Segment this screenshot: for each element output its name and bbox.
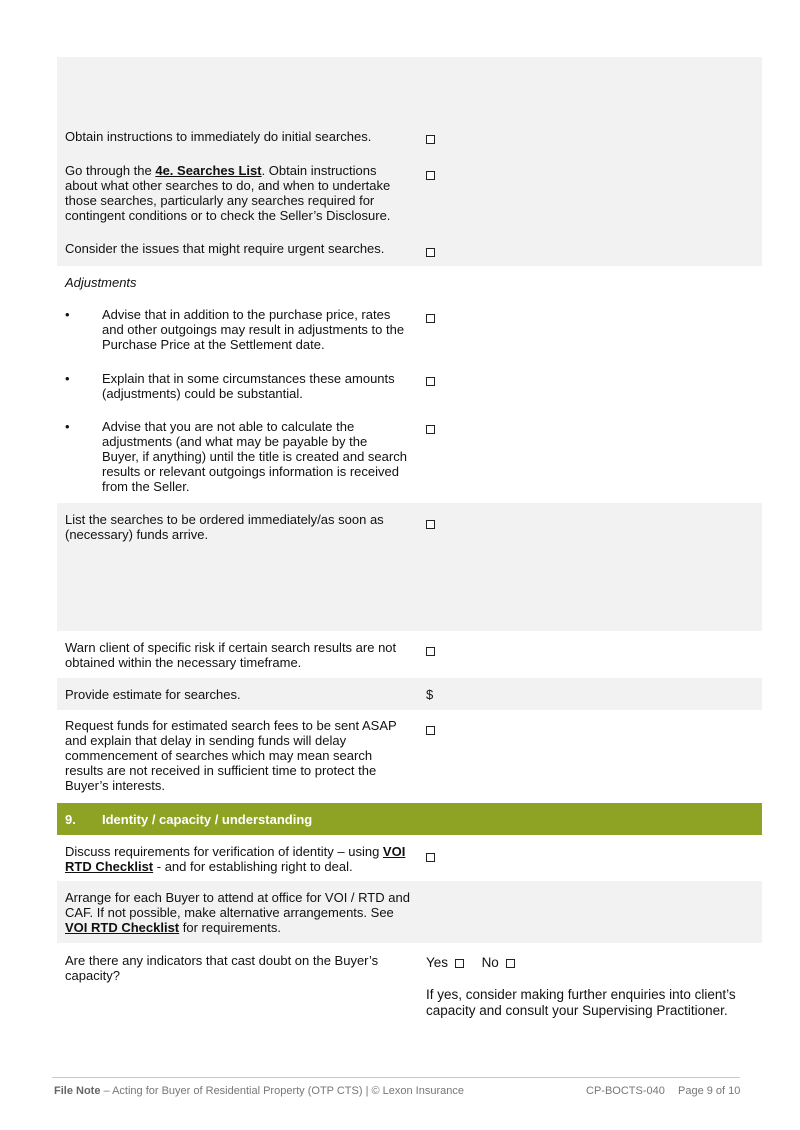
- no-label: No: [481, 955, 499, 970]
- list-searches-checkbox[interactable]: [426, 520, 435, 529]
- searches-list-checkbox[interactable]: [426, 171, 435, 180]
- estimate-text: Provide estimate for searches.: [65, 687, 241, 702]
- initial-searches-text: Obtain instructions to immediately do initial searches.: [65, 129, 372, 144]
- bullet-symbol: •: [65, 307, 70, 322]
- warn-client-row: [57, 631, 762, 678]
- warn-client-checkbox[interactable]: [426, 647, 435, 656]
- request-funds-row: [57, 710, 762, 803]
- identity-verification-checkbox[interactable]: [426, 853, 435, 862]
- adjustment-checkbox-2[interactable]: [426, 377, 435, 386]
- yes-label: Yes: [426, 955, 449, 970]
- identity-verification-text: Discuss requirements for verification of identity – using VOI RTD Checklist - and for establishing right to deal.: [65, 844, 406, 874]
- attendance-row: [57, 881, 762, 943]
- initial-searches-checkbox[interactable]: [426, 135, 435, 144]
- list-searches-text: List the searches to be ordered immediately/as soon as (necessary) funds arrive.: [65, 512, 384, 542]
- adjustment-item: Advise that in addition to the purchase price, rates and other outgoings may result in adjustments to the Purchase Price at the Settlement date.: [102, 307, 405, 352]
- adjustments-block: [57, 266, 762, 503]
- bullet-symbol: •: [65, 371, 70, 386]
- estimate-row: [57, 678, 762, 710]
- request-funds-text: Request funds for estimated search fees to be sent ASAP and explain that delay in sending funds will delay commencement of searches which may mean search results are not received in sufficient time to protect the Buyer’s interests.: [65, 718, 397, 793]
- footer-divider: [52, 1077, 740, 1078]
- urgent-searches-text: Consider the issues that might require urgent searches.: [65, 241, 385, 256]
- footer-title: File Note – Acting for Buyer of Residential Property (OTP CTS) | © Lexon Insurance: [54, 1085, 464, 1097]
- capacity-note: If yes, consider making further enquiries into client’s capacity and consult your Supervising Practitioner.: [426, 987, 736, 1018]
- voi-rtd-checklist-link[interactable]: VOI RTD Checklist: [65, 920, 180, 935]
- adjustments-heading: Adjustments: [65, 275, 137, 290]
- list-searches-row: [57, 503, 762, 631]
- searches-list-text: Go through the 4e. Searches List. Obtain instructions about what other searches to do, and when to undertake those searches, particularly any searches required for contingent conditions or to check the Seller’s Disclosure.: [65, 163, 391, 223]
- section-number: 9.: [65, 812, 76, 827]
- voi-rtd-checklist-link[interactable]: VOI RTD Checklist: [65, 844, 406, 874]
- section-title: Identity / capacity / understanding: [102, 812, 313, 827]
- attendance-text: Arrange for each Buyer to attend at office for VOI / RTD and CAF. If not possible, make alternative arrangements. See VOI RTD Checklist for requirements.: [65, 890, 410, 935]
- bullet-symbol: •: [65, 419, 70, 434]
- searches-list-link[interactable]: 4e. Searches List: [155, 163, 262, 178]
- section-9-header: [57, 803, 762, 835]
- no-checkbox[interactable]: [506, 959, 515, 968]
- adjustment-item: Explain that in some circumstances these amounts (adjustments) could be substantial.: [102, 371, 395, 401]
- capacity-options: [426, 955, 756, 970]
- identity-verification-row: [57, 835, 762, 881]
- searches-shaded-block: [57, 57, 762, 266]
- adjustment-item: Advise that you are not able to calculate the adjustments (and what may be payable by the Buyer, if anything) until the title is created and search results or relevant outgoings information is received from the Seller.: [102, 419, 407, 494]
- estimate-amount: $: [426, 687, 434, 702]
- request-funds-checkbox[interactable]: [426, 726, 435, 735]
- adjustment-checkbox-1[interactable]: [426, 314, 435, 323]
- urgent-searches-checkbox[interactable]: [426, 248, 435, 257]
- warn-client-text: Warn client of specific risk if certain search results are not obtained within the necessary timeframe.: [65, 640, 397, 670]
- footer-doc-code: CP-BOCTS-040: [586, 1085, 665, 1097]
- adjustment-checkbox-3[interactable]: [426, 425, 435, 434]
- capacity-question: Are there any indicators that cast doubt on the Buyer’s capacity?: [65, 953, 379, 983]
- footer-page-number: Page 9 of 10: [678, 1085, 741, 1097]
- yes-checkbox[interactable]: [455, 959, 464, 968]
- capacity-row: [57, 943, 762, 1033]
